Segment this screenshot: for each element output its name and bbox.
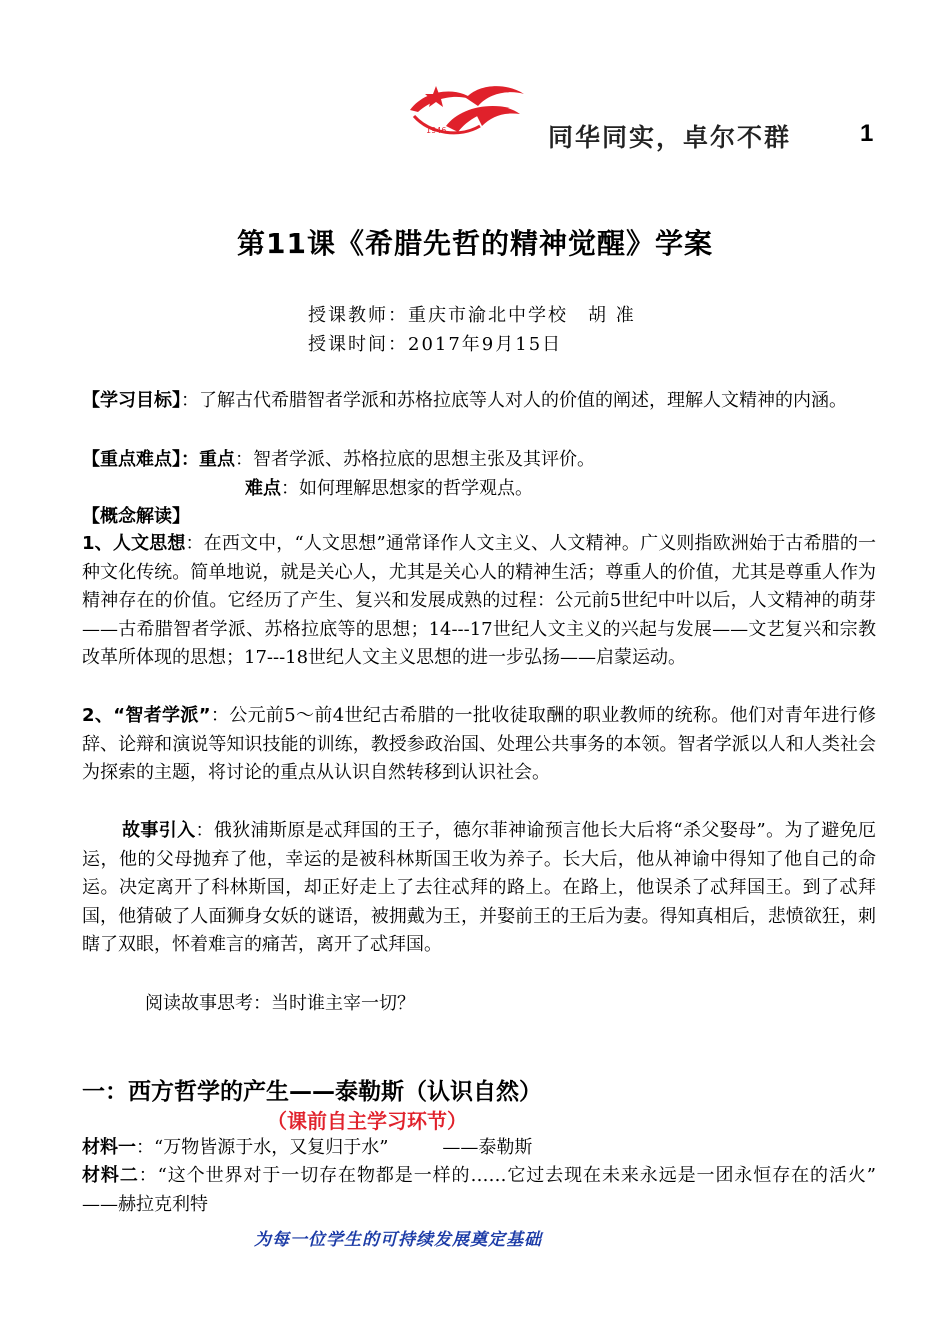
concepts-label: 【概念解读】 <box>82 506 190 527</box>
story-text: ：俄狄浦斯原是忒拜国的王子，德尔菲神谕预言他长大后将“杀父娶母”。为了避免厄运，他的父母抛弃了他，幸运的是被科林斯国王收为养子。长大后，他从神谕中得知了他自己的命运。决定离开了科林斯国，却正好走上了去往忒拜的路上。在路上，他误杀了忒拜国王。到了忒拜国，他猜破了人面狮身女妖的谜语，被拥戴为王，并娶前王的王后为妻。得知真相后，悲愤欲狂，刺瞎了双眼，怀着难言的痛苦，离开了忒拜国。 <box>82 820 877 956</box>
material-2-text: ：“这个世界对于一切存在物都是一样的……它过去现在未来永远是一团永恒存在的活火” ——赫拉克利特 <box>82 1165 913 1215</box>
concept-1-label: 1、人文思想 <box>82 533 186 554</box>
material-2-label: 材料二 <box>82 1165 139 1186</box>
concept-2-label: 2、“智者学派” <box>82 705 211 726</box>
logo-year: 1946 <box>426 126 447 135</box>
section-1-title: 一：西方哲学的产生——泰勒斯（认识自然） <box>82 1079 542 1105</box>
difficulty-line <box>245 474 533 500</box>
material-1-label: 材料一 <box>82 1137 136 1158</box>
objectives-label: 【学习目标】 <box>82 390 181 411</box>
story-block <box>82 817 876 960</box>
concept-item-1 <box>82 530 876 673</box>
story-label: 故事引入 <box>122 820 196 841</box>
section-1-note: （课前自主学习环节） <box>267 1109 467 1133</box>
keypoints-sep: ： <box>181 449 199 470</box>
time-line: 授课时间：2017年9月15日 <box>308 334 563 355</box>
school-motto: 同华同实，卓尔不群 <box>548 123 792 152</box>
teacher-line: 授课教师：重庆市渝北中学校 胡 准 <box>308 305 636 326</box>
page-title: 第11课《希腊先哲的精神觉醒》学案 <box>237 227 713 260</box>
concept-item-2 <box>82 702 876 788</box>
material-1-text: ：“万物皆源于水，又复归于水” ——泰勒斯 <box>136 1137 533 1158</box>
school-logo <box>406 80 528 142</box>
keypoints-line <box>82 445 595 471</box>
key-label: 重点 <box>199 449 235 470</box>
footer-slogan: 为每一位学生的可持续发展奠定基础 <box>254 1230 542 1250</box>
difficulty-text: ：如何理解思想家的哲学观点。 <box>281 478 533 499</box>
material-1 <box>82 1133 532 1159</box>
concept-1-text: ：在西文中，“人文思想”通常译作人文主义、人文精神。广义则指欧洲始于古希腊的一种文化传统。简单地说，就是关心人，尤其是关心人的精神生活；尊重人的价值，尤其是尊重人作为精神存在的价值。它经历了产生、复兴和发展成熟的过程：公元前5世纪中叶以后，人文精神的萌芽——古希腊智者学派、苏格拉底等的思想；14---17世纪人文主义的兴起与发展——文艺复兴和宗教改革所体现的思想；17---18世纪人文主义思想的进一步弘扬——启蒙运动。 <box>82 533 876 669</box>
key-text: ：智者学派、苏格拉底的思想主张及其评价。 <box>235 449 595 470</box>
page-number: 1 <box>860 120 874 147</box>
keypoints-label: 【重点难点】 <box>82 449 181 470</box>
material-2 <box>82 1162 913 1219</box>
concept-2-text: ：公元前5～前4世纪古希腊的一批收徒取酬的职业教师的统称。他们对青年进行修辞、论辩和演说等知识技能的训练，教授参政治国、处理公共事务的本领。智者学派以人和人类社会为探索的主题，将讨论的重点从认识自然转移到认识社会。 <box>82 705 876 784</box>
objectives-block <box>82 387 876 416</box>
difficulty-label: 难点 <box>245 478 281 499</box>
story-question: 阅读故事思考：当时谁主宰一切？ <box>145 993 415 1014</box>
objectives-text: ：了解古代希腊智者学派和苏格拉底等人对人的价值的阐述，理解人文精神的内涵。 <box>181 390 847 411</box>
